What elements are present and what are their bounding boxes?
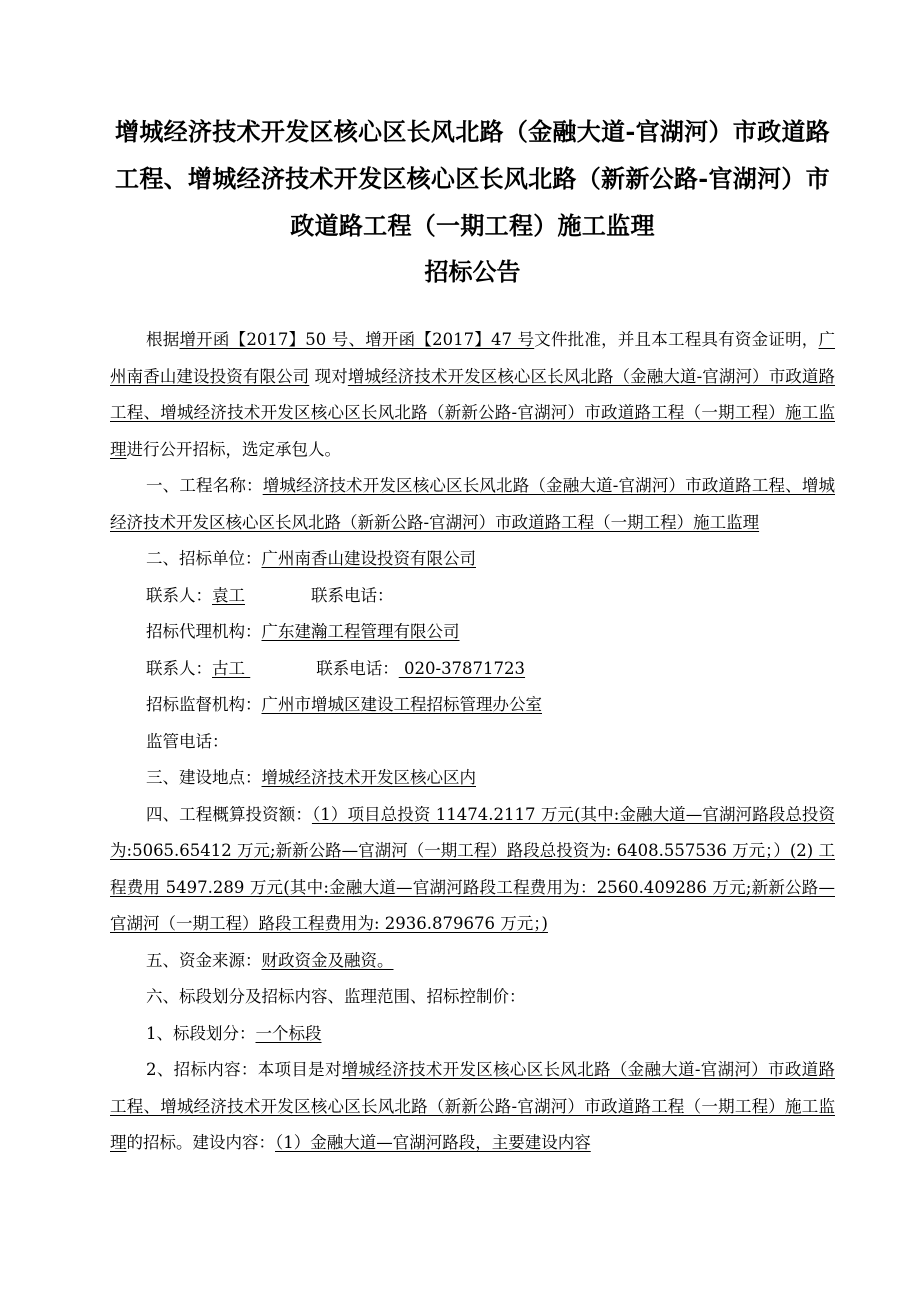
- supervisor-value: 广州市增城区建设工程招标管理办公室: [261, 695, 542, 714]
- section-funding: [110, 943, 835, 980]
- investment-value: （1）项目总投资 11474.2117 万元(其中:金融大道—官湖河路段总投资为:5065.65412 万元;新新公路—官湖河（一期工程）路段总投资为: 6408.557536 万元；）(2) 工程费用 5497.289 万元(其中:金融大道—官湖河路段工程费用为：2560.409286 万元;新新公路—官湖河（一期工程）路段工程费用为: 2936.879676 万元；): [110, 804, 835, 933]
- intro-project-name: 增城经济技术开发区核心区长风北路（金融大道-官湖河）市政道路工程、增城经济技术开发区核心区长风北路（新新公路-官湖河）市政道路工程（一期工程）施工监理: [110, 366, 836, 459]
- tenderer-contact-label: 联系人：: [146, 585, 212, 605]
- tenderer-phone-label: 联系电话：: [311, 585, 394, 605]
- agency-row: [110, 614, 835, 651]
- lot-division-label: 1、标段划分：: [146, 1023, 256, 1043]
- tender-content-label: 2、招标内容：本项目是对: [146, 1060, 342, 1079]
- intro-text-3: 现对: [309, 366, 348, 386]
- tender-content-value: （1）金融大道—官湖河路段，主要建设内容: [275, 1133, 591, 1152]
- intro-text-1: 根据: [146, 330, 180, 349]
- document-subtitle: 招标公告: [424, 257, 521, 286]
- funding-value: 财政资金及融资。: [261, 950, 394, 970]
- title-line-3: 政道路工程（一期工程）施工监理: [290, 211, 655, 240]
- owner-name: 广州南香山建设投资有限公司: [110, 330, 836, 386]
- section-project-name: [110, 468, 835, 541]
- location-label: 三、建设地点：: [146, 768, 262, 787]
- title-line-2: 工程、增城经济技术开发区核心区长风北路（新新公路-官湖河）市: [115, 164, 830, 193]
- tenderer-contact-value: 袁工: [212, 585, 245, 605]
- agency-label: 招标代理机构：: [146, 622, 262, 641]
- supervisor-row: [110, 687, 835, 724]
- section-lots: [110, 979, 835, 1016]
- lot-division-row: [110, 1016, 835, 1053]
- tender-content-mid: 的招标。建设内容：: [126, 1133, 275, 1152]
- funding-label: 五、资金来源：: [146, 950, 262, 970]
- intro-text-2: 文件批准，并且本工程具有资金证明，: [534, 330, 819, 349]
- intro-text-4: 进行公开招标，选定承包人。: [126, 439, 341, 459]
- agency-value: 广东建瀚工程管理有限公司: [261, 622, 460, 641]
- document-body: [110, 322, 835, 1162]
- project-name-value: 增城经济技术开发区核心区长风北路（金融大道-官湖河）市政道路工程、增城经济技术开发区核心区长风北路（新新公路-官湖河）市政道路工程（一期工程）施工监理: [110, 476, 836, 532]
- lots-heading: 六、标段划分及招标内容、监理范围、招标控制价：: [146, 987, 526, 1006]
- section-location: [110, 760, 835, 797]
- section-tenderer: [110, 541, 835, 578]
- project-name-label: 一、工程名称：: [146, 476, 263, 495]
- agency-phone-value: 020-37871723: [398, 658, 526, 678]
- tender-content-project: 增城经济技术开发区核心区长风北路（金融大道-官湖河）市政道路工程、增城经济技术开发区核心区长风北路（新新公路-官湖河）市政道路工程（一期工程）施工监理: [110, 1060, 835, 1152]
- approval-doc-number: 增开函【2017】50 号、增开函【2017】47 号: [179, 330, 535, 349]
- section-investment: [110, 797, 835, 943]
- tenderer-value: 广州南香山建设投资有限公司: [261, 549, 476, 568]
- agency-contact-row: [110, 651, 835, 688]
- supervisor-label: 招标监督机构：: [146, 695, 262, 714]
- title-line-1: 增城经济技术开发区核心区长风北路（金融大道-官湖河）市政道路: [115, 117, 830, 146]
- agency-contact-value: 古工: [212, 658, 251, 678]
- tender-content-paragraph: [110, 1052, 835, 1162]
- location-value: 增城经济技术开发区核心区内: [261, 768, 476, 787]
- lot-division-value: 一个标段: [255, 1023, 322, 1043]
- intro-paragraph: [110, 322, 835, 468]
- investment-label: 四、工程概算投资额：: [146, 804, 312, 824]
- supervisor-phone-row: [110, 724, 835, 761]
- tenderer-contact-row: [110, 578, 835, 615]
- document-title: [110, 108, 835, 249]
- agency-phone-label: 联系电话：: [316, 658, 399, 678]
- supervisor-phone-label: 监管电话：: [146, 731, 229, 751]
- agency-contact-label: 联系人：: [146, 658, 212, 678]
- tenderer-label: 二、招标单位：: [146, 549, 262, 568]
